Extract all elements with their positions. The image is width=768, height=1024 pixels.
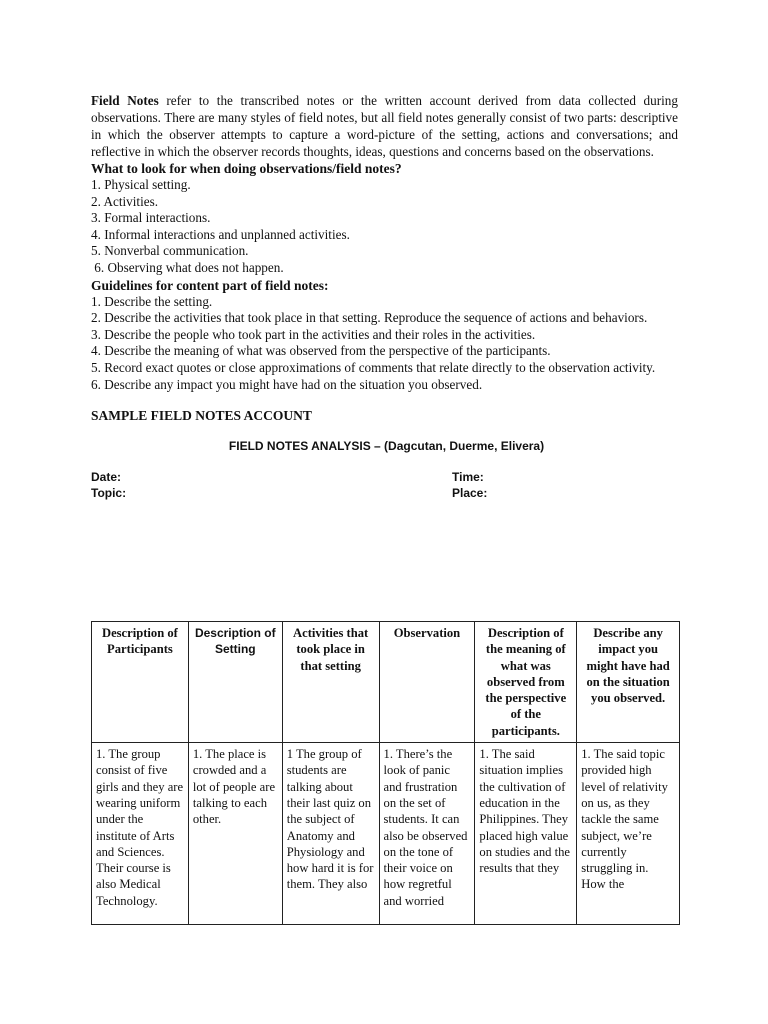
header-participants: Description of Participants [92,622,189,743]
list-item: 2. Describe the activities that took place in that setting. Reproduce the sequence of actions and behaviors. [91,310,648,326]
table-cell [92,743,189,925]
intro-paragraph [91,92,678,160]
intro-text: refer to the transcribed notes or the written account derived from data collected during observations. There are many styles of field notes, but all field notes generally consist of two parts: descriptive in which the observer attempts to capture a word-picture of the setting, actions and conversations; and reflective in which the observer records thoughts, ideas, questions and concerns based on the observations. [91,93,678,159]
analysis-title: FIELD NOTES ANALYSIS – (Dagcutan, Duerme, Elivera) [228,439,545,454]
cell-text: 1 The group of students are talking about their last quiz on the subject of Anatomy and Physiology and how hard it is for them. They also [286,747,374,892]
header-activities: Activities that took place in that setting [282,622,379,743]
guidelines-heading: Guidelines for content part of field notes: [91,277,329,293]
cell-text: 1. The group consist of five girls and they are wearing uniform under the institute of Arts and Sciences. Their course is also Medical Technology. [96,747,184,908]
list-item: 4. Informal interactions and unplanned activities. [91,226,350,242]
table-cell [475,743,577,925]
list-item: 1. Describe the setting. [91,293,213,309]
guidelines-list [91,294,678,394]
list-item: 3. Describe the people who took part in the activities and their roles in the activities. [91,326,536,342]
time-label: Time: [452,470,484,485]
table-row [92,743,680,925]
table-cell [282,743,379,925]
table-cell [188,743,282,925]
sample-heading: SAMPLE FIELD NOTES ACCOUNT [91,408,312,424]
intro-term: Field Notes [91,93,159,108]
date-label: Date: [91,470,122,485]
field-notes-table [91,621,680,925]
header-meaning: Description of the meaning of what was observed from the perspective of the participants. [475,622,577,743]
cell-text: 1. The place is crowded and a lot of people are talking to each other. [192,747,276,827]
header-observation: Observation [379,622,475,743]
look-for-heading: What to look for when doing observations/field notes? [91,161,402,176]
list-item: 3. Formal interactions. [91,210,211,226]
cell-text: 1. There’s the look of panic and frustration on the set of students. It can also be observed on the tone of their voice on how regretful and worried [383,747,468,908]
document-page [91,92,678,501]
list-item: 2. Activities. [91,193,159,209]
table-cell [577,743,680,925]
look-for-list [91,177,678,277]
list-item: 4. Describe the meaning of what was observed from the perspective of the participants. [91,343,551,359]
list-item: 5. Record exact quotes or close approximations of comments that relate directly to the observation activity. [91,359,656,375]
cell-text: 1. The said situation implies the cultivation of education in the Philippines. They placed high value on studies and the results that they [479,747,570,876]
list-item: 1. Physical setting. [91,177,191,192]
list-item: 5. Nonverbal communication. [91,243,249,259]
table-header-row [92,622,680,743]
topic-label: Topic: [91,486,127,501]
meta-block [91,469,678,501]
cell-text: 1. The said topic provided high level of relativity on us, as they tackle the same subject, we’re currently struggling in. How the [581,747,668,892]
header-setting: Description of Setting [188,622,282,743]
table-cell [379,743,475,925]
list-item: 6. Describe any impact you might have had on the situation you observed. [91,376,483,392]
place-label: Place: [452,486,488,501]
list-item: 6. Observing what does not happen. [91,259,284,275]
header-impact: Describe any impact you might have had on the situation you observed. [577,622,680,743]
